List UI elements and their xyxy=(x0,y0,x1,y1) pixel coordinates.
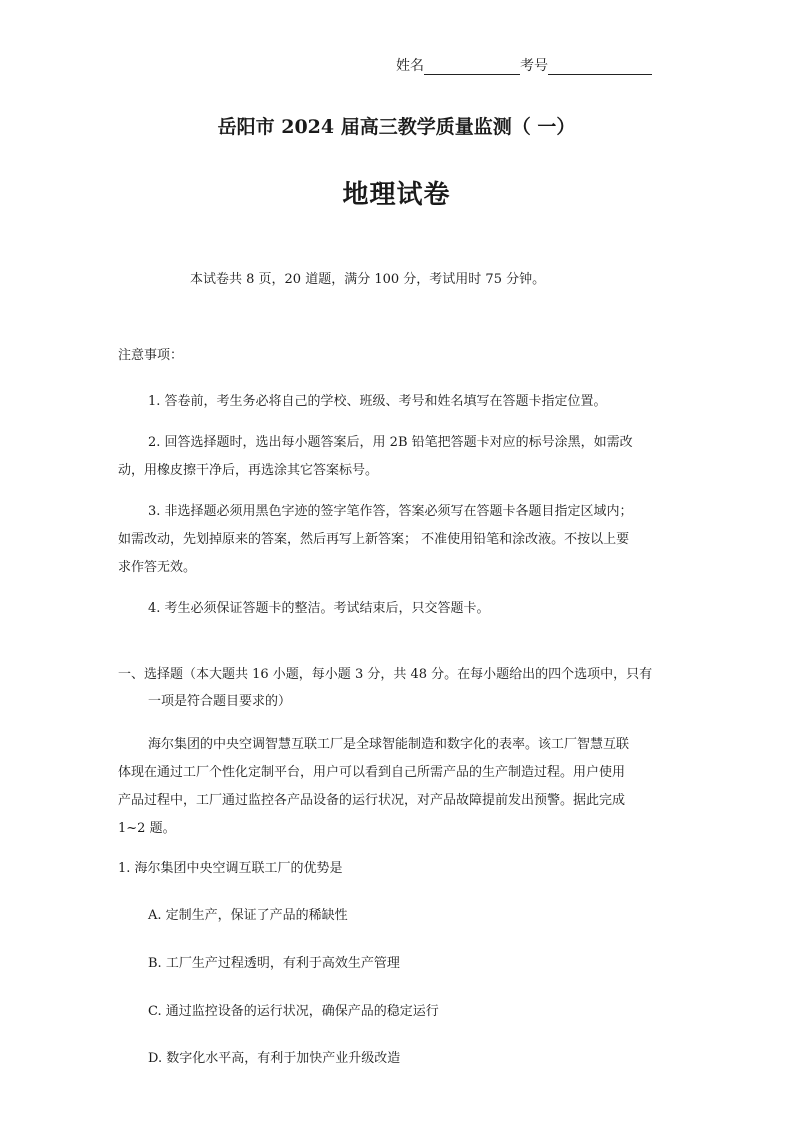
question-1-option-c: C. 通过监控设备的运行状况，确保产品的稳定运行 xyxy=(148,1004,439,1019)
notice-heading: 注意事项： xyxy=(118,348,184,363)
passage-line-1: 海尔集团的中央空调智慧互联工厂是全球智能制造和数字化的表率。该工厂智慧互联 xyxy=(148,737,630,752)
notice-item-3-line-2: 如需改动，先划掉原来的答案，然后再写上新答案； 不准使用铅笔和涂改液。不按以上要 xyxy=(118,532,630,547)
question-1-option-b: B. 工厂生产过程透明，有利于高效生产管理 xyxy=(148,956,400,971)
section-1-heading-line-2: 一项是符合题目要求的） xyxy=(148,694,292,709)
notice-item-3-line-3: 求作答无效。 xyxy=(118,560,197,575)
intro-text: 本试卷共 8 页，20 道题，满分 100 分，考试用时 75 分钟。 xyxy=(190,272,546,287)
question-1-stem: 1. 海尔集团中央空调互联工厂的优势是 xyxy=(118,861,343,876)
exam-no-label: 考号 xyxy=(520,58,548,74)
exam-no-blank[interactable] xyxy=(548,58,652,75)
section-1-heading-line-1: 一、选择题（本大题共 16 小题，每小题 3 分，共 48 分。在每小题给出的四个选项中，只有 xyxy=(118,667,653,682)
candidate-info-line xyxy=(396,55,652,75)
notice-item-2-line-2: 动，用橡皮擦干净后，再选涂其它答案标号。 xyxy=(118,463,379,478)
subject-title: 地理试卷 xyxy=(342,180,451,210)
passage-line-4: 1~2 题。 xyxy=(118,821,176,836)
notice-item-4-line-1: 4. 考生必须保证答题卡的整洁。考试结束后，只交答题卡。 xyxy=(148,601,490,616)
passage-line-3: 产品过程中，工厂通过监控各产品设备的运行状况，对产品故障提前发出预警。据此完成 xyxy=(118,793,626,808)
question-1-option-d: D. 数字化水平高，有利于加快产业升级改造 xyxy=(148,1051,401,1066)
passage-line-2: 体现在通过工厂个性化定制平台，用户可以看到自己所需产品的生产制造过程。用户使用 xyxy=(118,765,626,780)
question-1-option-a: A. 定制生产，保证了产品的稀缺性 xyxy=(148,908,348,923)
name-blank[interactable] xyxy=(424,58,520,75)
notice-item-1-line-1: 1. 答卷前，考生务必将自己的学校、班级、考号和姓名填写在答题卡指定位置。 xyxy=(148,394,607,409)
notice-item-3-line-1: 3. 非选择题必须用黑色字迹的签字笔作答，答案必须写在答题卡各题目指定区域内； xyxy=(148,504,633,519)
exam-title: 岳阳市 2024 届高三教学质量监测（ 一） xyxy=(217,116,576,138)
notice-item-2-line-1: 2. 回答选择题时，选出每小题答案后，用 2B 铅笔把答题卡对应的标号涂黑，如需改 xyxy=(148,435,633,450)
name-label: 姓名 xyxy=(396,58,424,74)
